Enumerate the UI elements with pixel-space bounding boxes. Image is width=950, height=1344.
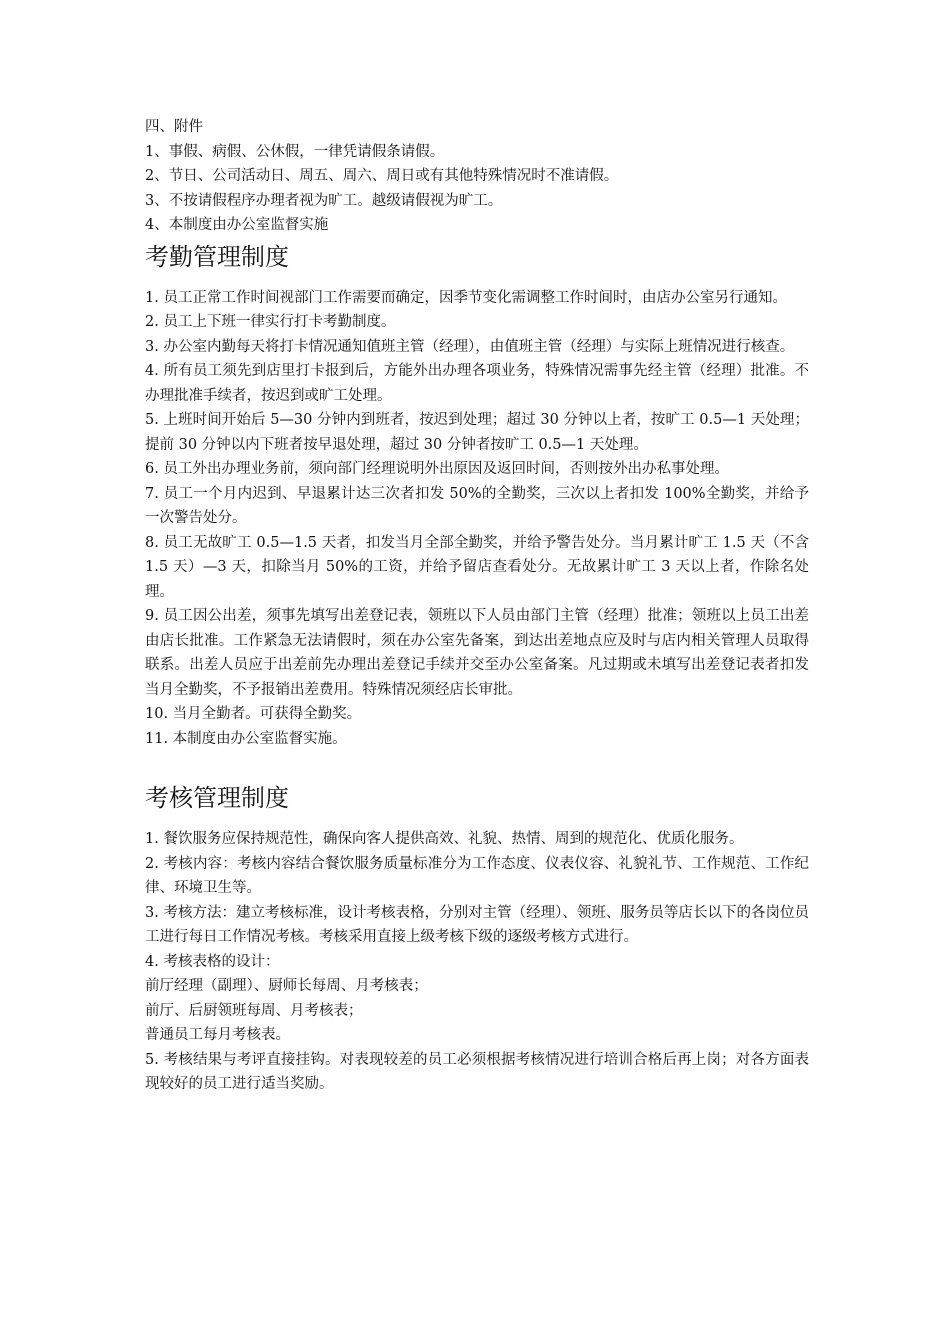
attendance-item: 4. 所有员工须先到店里打卡报到后，方能外出办理各项业务，特殊情况需事先经主管（经理）批准。不办理批准手续者，按迟到或旷工处理。 (145, 363, 809, 404)
appraisal-item: 前厅、后厨领班每周、月考核表； (145, 1002, 363, 1019)
attachment-item: 4、本制度由办公室监督实施 (145, 217, 329, 233)
appraisal-item: 3. 考核方法：建立考核标准，设计考核表格，分别对主管（经理）、领班、服务员等店长以下的各岗位员工进行每日工作情况考核。考核采用直接上级考核下级的逐级考核方式进行。 (145, 904, 809, 945)
attendance-item: 9. 员工因公出差，须事先填写出差登记表，领班以下人员由部门主管（经理）批准；领班以上员工出差由店长批准。工作紧急无法请假时，须在办公室先备案，到达出差地点应及时与店内相关管理人员取得联系。出差人员应于出差前先办理出差登记手续并交至办公室备案。凡过期或未填写出差登记表者扣发当月全勤奖，不予报销出差费用。特殊情况须经店长审批。 (145, 608, 809, 698)
appraisal-item: 1. 餐饮服务应保持规范性，确保向客人提供高效、礼貌、热情、周到的规范化、优质化服务。 (145, 831, 744, 847)
attendance-item: 5. 上班时间开始后 5—30 分钟内到班者，按迟到处理；超过 30 分钟以上者，按旷工 0.5—1 天处理；提前 30 分钟以内下班者按早退处理，超过 30 分钟者按旷工 0.5—1 天处理。 (145, 412, 809, 453)
appraisal-item: 5. 考核结果与考评直接挂钩。对表现较差的员工必须根据考核情况进行培训合格后再上岗；对各方面表现较好的员工进行适当奖励。 (145, 1051, 809, 1092)
attendance-item: 6. 员工外出办理业务前，须向部门经理说明外出原因及返回时间，否则按外出办私事处理。 (145, 461, 729, 477)
attachment-heading: 四、附件 (145, 119, 203, 135)
attendance-item: 2. 员工上下班一律实行打卡考勤制度。 (145, 314, 396, 330)
appraisal-title: 考核管理制度 (145, 784, 289, 812)
appraisal-item: 4. 考核表格的设计： (145, 953, 280, 970)
attendance-item: 8. 员工无故旷工 0.5—1.5 天者，扣发当月全部全勤奖，并给予警告处分。当月累计旷工 1.5 天（不含 1.5 天）—3 天，扣除当月 50%的工资，并给予留店查看处分。无故累计旷工 3 天以上者，作除名处理。 (145, 534, 810, 600)
document-page (145, 115, 809, 1097)
attachment-item: 2、节日、公司活动日、周五、周六、周日或有其他特殊情况时不准请假。 (145, 168, 619, 184)
attendance-item: 3. 办公室内勤每天将打卡情况通知值班主管（经理），由值班主管（经理）与实际上班情况进行核查。 (145, 338, 795, 355)
attachment-item: 1、事假、病假、公休假，一律凭请假条请假。 (145, 143, 445, 160)
appraisal-item: 前厅经理（副理）、厨师长每周、月考核表； (145, 978, 428, 994)
appraisal-item: 普通员工每月考核表。 (145, 1027, 290, 1043)
attachment-item: 3、不按请假程序办理者视为旷工。越级请假视为旷工。 (145, 192, 503, 209)
appraisal-item: 2. 考核内容：考核内容结合餐饮服务质量标准分为工作态度、仪表仪容、礼貌礼节、工作规范、工作纪律、环境卫生等。 (145, 855, 809, 896)
attendance-item: 11. 本制度由办公室监督实施。 (145, 730, 347, 747)
attendance-item: 10. 当月全勤者。可获得全勤奖。 (145, 706, 362, 722)
attendance-item: 7. 员工一个月内迟到、早退累计达三次者扣发 50%的全勤奖，三次以上者扣发 100%全勤奖，并给予一次警告处分。 (145, 485, 809, 526)
attendance-title: 考勤管理制度 (145, 242, 289, 271)
attendance-item: 1. 员工正常工作时间视部门工作需要而确定，因季节变化需调整工作时间时，由店办公室另行通知。 (145, 289, 787, 306)
